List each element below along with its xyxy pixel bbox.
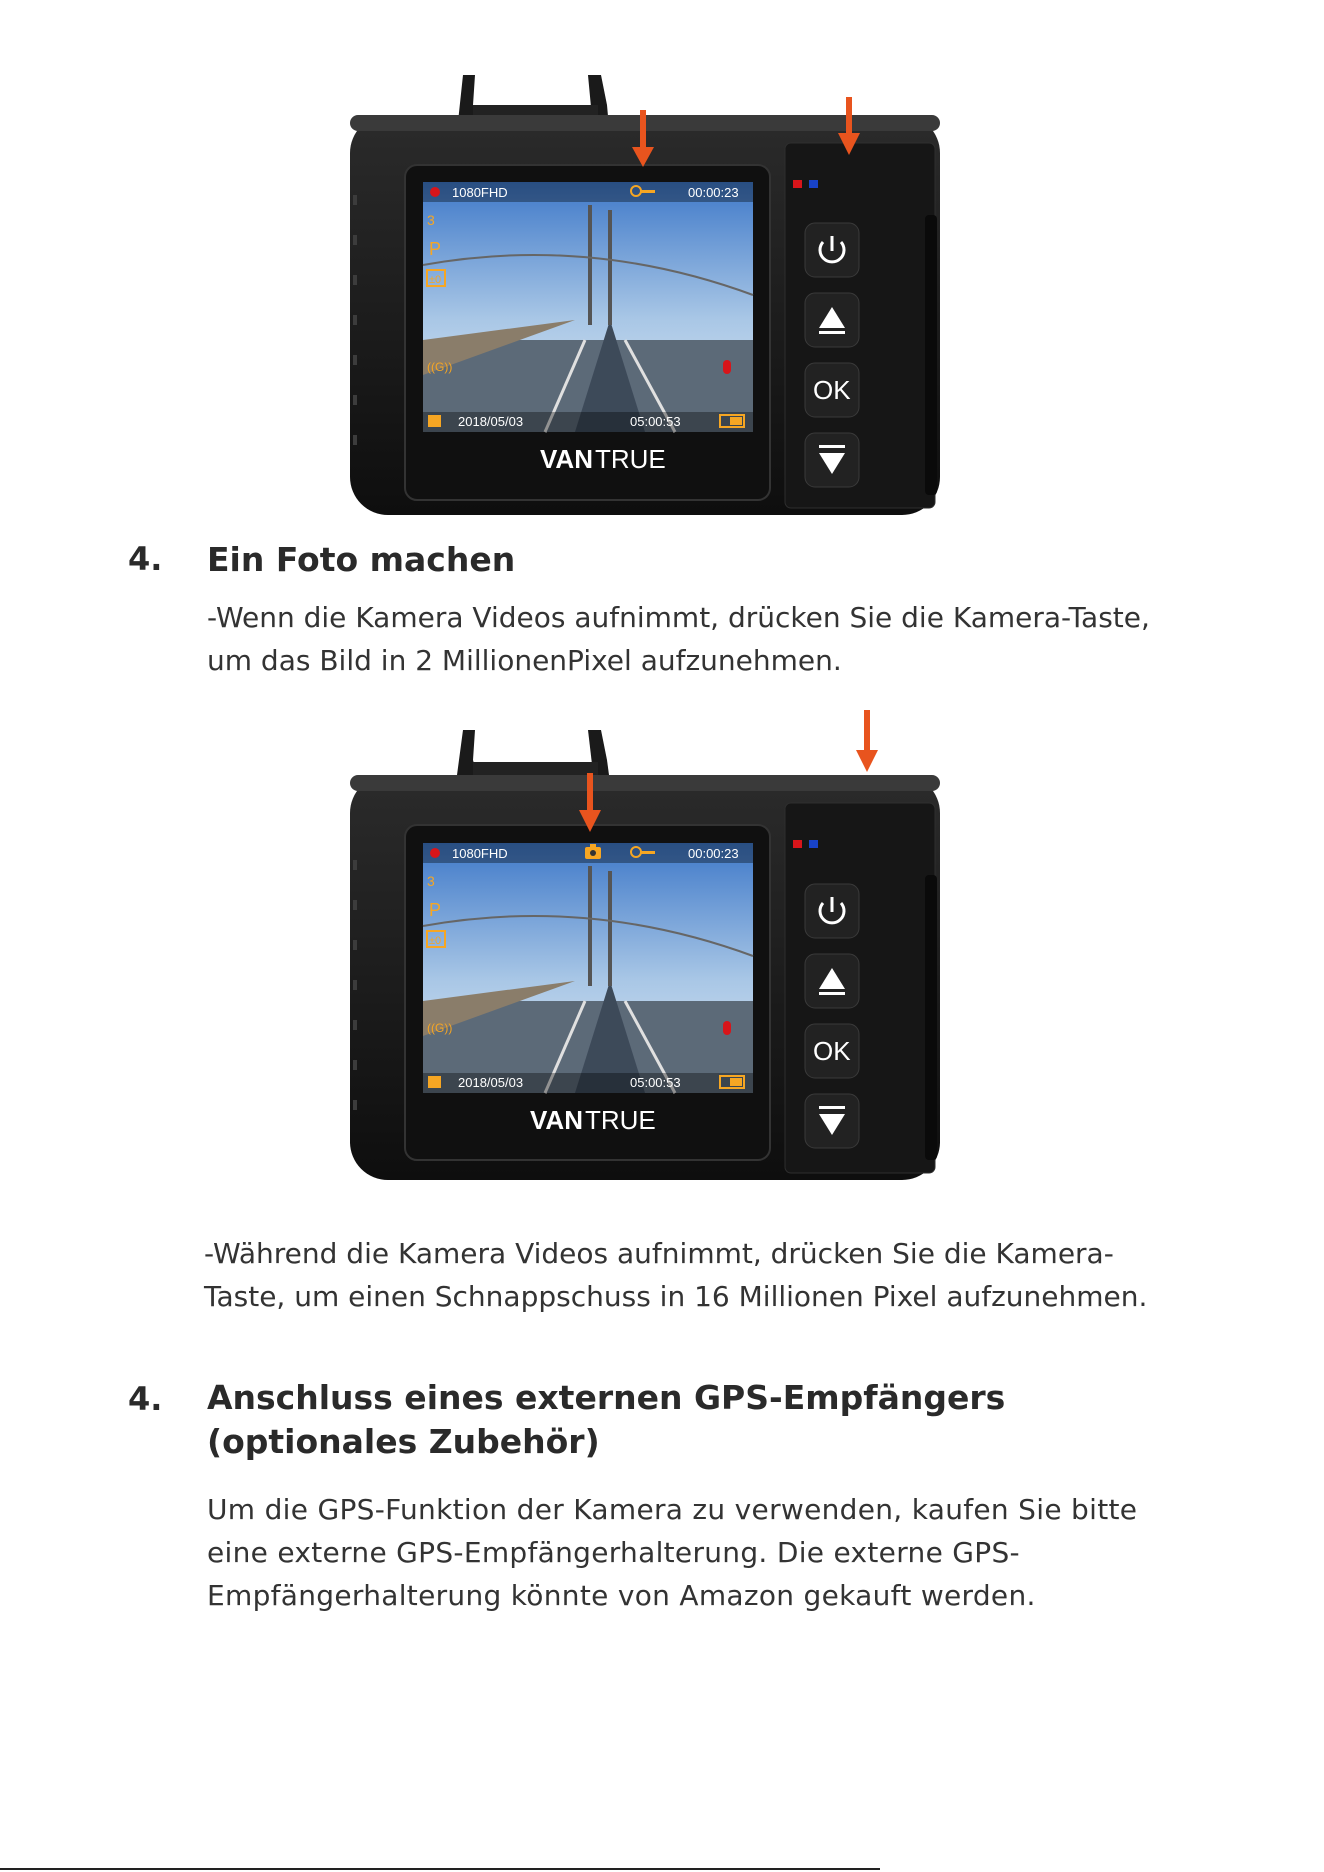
section-title: Ein Foto machen xyxy=(207,540,516,579)
led-blue-icon xyxy=(809,840,818,848)
ok-button[interactable] xyxy=(805,363,859,417)
footer-rule xyxy=(0,1868,880,1870)
section-paragraph: Um die GPS-Funktion der Kamera zu verwenden, kaufen Sie bitte eine externe GPS-Empfängerhalterung. Die externe GPS-Empfängerhalterung könnte von Amazon gekauft werden. xyxy=(207,1493,1138,1612)
brand-logo-light: TRUE xyxy=(585,1105,656,1135)
svg-text:00:00:23: 00:00:23 xyxy=(688,846,739,861)
svg-text:±0: ±0 xyxy=(429,935,442,947)
down-button[interactable] xyxy=(805,433,859,487)
parking-mode-icon: P xyxy=(429,239,442,259)
section-number: 4. xyxy=(128,1380,163,1418)
svg-text:05:00:53: 05:00:53 xyxy=(630,414,681,429)
ok-button[interactable] xyxy=(805,1024,859,1078)
parking-mode-icon: P xyxy=(429,900,442,920)
sd-card-icon xyxy=(428,1076,441,1088)
up-button[interactable] xyxy=(805,954,859,1008)
svg-text:1080FHD: 1080FHD xyxy=(452,846,508,861)
down-button[interactable] xyxy=(805,1094,859,1148)
led-blue-icon xyxy=(809,180,818,188)
dashcam-illustration xyxy=(345,710,945,1185)
section-title: Anschluss eines externen GPS-Empfängers (optionales Zubehör) xyxy=(207,1378,1006,1461)
section-paragraph: -Wenn die Kamera Videos aufnimmt, drücken Sie die Kamera-Taste, um das Bild in 2 MillionenPixel aufzunehmen. xyxy=(207,601,1150,677)
svg-text:00:00:23: 00:00:23 xyxy=(688,185,739,200)
power-button[interactable] xyxy=(805,884,859,938)
dashcam-figure-2 xyxy=(345,710,945,1185)
gps-signal-icon: ((G)) xyxy=(427,1021,453,1035)
brand-logo-light: TRUE xyxy=(595,444,666,474)
screen-display xyxy=(423,182,753,432)
brand-logo: VAN xyxy=(530,1105,583,1135)
brand-logo: VAN xyxy=(540,444,593,474)
svg-text:±0: ±0 xyxy=(429,274,442,286)
gps-signal-icon: ((G)) xyxy=(427,360,453,374)
dashcam-illustration xyxy=(345,75,945,515)
power-button[interactable] xyxy=(805,223,859,277)
record-dot xyxy=(430,187,440,197)
svg-text:OK: OK xyxy=(813,375,851,405)
svg-text:OK: OK xyxy=(813,1036,851,1066)
sd-card-icon xyxy=(428,415,441,427)
sensitivity-icon: 3 xyxy=(427,212,435,228)
section-number: 4. xyxy=(128,540,163,578)
svg-text:2018/05/03: 2018/05/03 xyxy=(458,1075,524,1090)
led-red-icon xyxy=(793,180,802,188)
svg-text:05:00:53: 05:00:53 xyxy=(630,1075,681,1090)
screen-display xyxy=(423,843,753,1093)
section-paragraph-2: -Während die Kamera Videos aufnimmt, drücken Sie die Kamera-Taste, um einen Schnappschuss in 16 Millionen Pixel aufzunehmen. xyxy=(204,1237,1148,1313)
mic-off-icon xyxy=(723,1021,731,1035)
svg-text:1080FHD: 1080FHD xyxy=(452,185,508,200)
led-red-icon xyxy=(793,840,802,848)
svg-text:2018/05/03: 2018/05/03 xyxy=(458,414,524,429)
pointer-arrow-top xyxy=(856,710,878,772)
up-button[interactable] xyxy=(805,293,859,347)
dashcam-figure-1 xyxy=(345,75,945,515)
mic-off-icon xyxy=(723,360,731,374)
sensitivity-icon: 3 xyxy=(427,873,435,889)
record-dot xyxy=(430,848,440,858)
